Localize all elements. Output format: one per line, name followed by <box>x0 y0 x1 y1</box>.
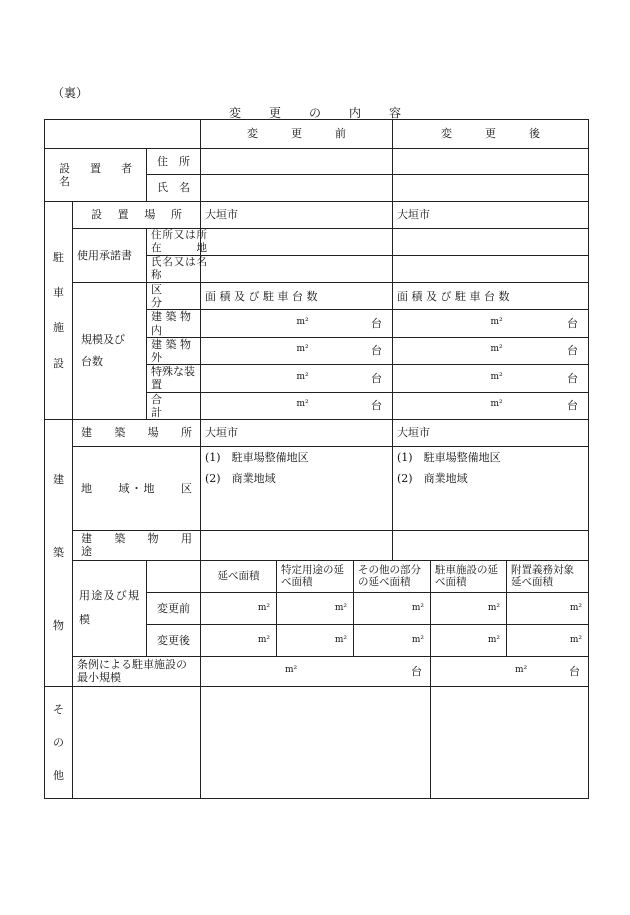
area-header-before: 面 積 及 び 駐 車 台 数 <box>201 283 393 310</box>
inside-before[interactable]: m² 台 <box>201 310 393 337</box>
row-before-label: 変更前 <box>147 592 201 624</box>
before-specific-area[interactable]: m² <box>277 592 354 624</box>
zone-before[interactable]: (1) 駐車場整備地区 (2) 商業地域 <box>201 446 393 530</box>
row-special-label: 特殊な装置 <box>147 365 201 392</box>
setter-label: 設 置 者 名 <box>45 149 147 202</box>
building-use-before[interactable] <box>201 530 393 560</box>
setter-address-after[interactable] <box>393 149 589 175</box>
building-use-after[interactable] <box>393 530 589 560</box>
before-total-area[interactable]: m² <box>201 592 277 624</box>
parking-place-after[interactable]: 大垣市 <box>393 202 589 229</box>
building-section-label: 建 築 物 <box>45 419 73 686</box>
col-specific-use-area: 特定用途の延べ面積 <box>277 560 354 592</box>
kubun-label: 区 分 <box>147 283 201 310</box>
setter-name-label: 氏 名 <box>147 175 201 202</box>
min-scale-after[interactable]: m² 台 <box>431 656 589 686</box>
building-use-label: 建 築 物 用 途 <box>73 530 201 560</box>
total-before[interactable]: m² 台 <box>201 392 393 419</box>
after-parking-area[interactable]: m² <box>431 624 507 656</box>
before-required-area[interactable]: m² <box>507 592 589 624</box>
min-scale-before[interactable]: m² 台 <box>201 656 431 686</box>
col-parking-area: 駐車施設の延べ面積 <box>431 560 507 592</box>
form-title: 変更の内容 <box>228 106 429 120</box>
inside-after[interactable]: m² 台 <box>393 310 589 337</box>
special-after[interactable]: m² 台 <box>393 365 589 392</box>
setter-address-before[interactable] <box>201 149 393 175</box>
after-other-area[interactable]: m² <box>354 624 431 656</box>
row-outside-label: 建 築 物 外 <box>147 337 201 364</box>
consent-name-after[interactable] <box>393 256 589 283</box>
building-place-label: 建 築 場 所 <box>73 419 201 446</box>
row-after-label: 変更後 <box>147 624 201 656</box>
usage-scale-label: 用途及び規 模 <box>73 560 147 656</box>
consent-address-label: 住所又は所在地 <box>147 229 201 256</box>
col-total-area: 延べ面積 <box>201 560 277 592</box>
other-section-label: そ の 他 <box>45 686 73 798</box>
before-other-area[interactable]: m² <box>354 592 431 624</box>
usage-corner <box>147 560 201 592</box>
row-inside-label: 建 築 物 内 <box>147 310 201 337</box>
change-details-table <box>44 119 589 799</box>
building-place-after[interactable]: 大垣市 <box>393 419 589 446</box>
after-required-area[interactable]: m² <box>507 624 589 656</box>
reverse-side-label: （裏） <box>52 86 89 100</box>
setter-name-after[interactable] <box>393 175 589 202</box>
outside-after[interactable]: m² 台 <box>393 337 589 364</box>
total-after[interactable]: m² 台 <box>393 392 589 419</box>
scale-label: 規模及び台数 <box>73 283 147 420</box>
special-before[interactable]: m² 台 <box>201 365 393 392</box>
col-other-area: その他の部分の延べ面積 <box>354 560 431 592</box>
after-specific-area[interactable]: m² <box>277 624 354 656</box>
other-after[interactable] <box>431 686 589 798</box>
parking-section-label: 駐 車 施 設 <box>45 202 73 420</box>
consent-label: 使用承諾書 <box>73 229 147 283</box>
other-label-cell <box>73 686 201 798</box>
consent-name-label: 氏名又は名称 <box>147 256 201 283</box>
min-scale-label: 条例による駐車施設の最小規模 <box>73 656 201 686</box>
consent-name-before[interactable] <box>201 256 393 283</box>
setter-name-before[interactable] <box>201 175 393 202</box>
setter-address-label: 住 所 <box>147 149 201 175</box>
col-required-area: 附置義務対象延べ面積 <box>507 560 589 592</box>
before-parking-area[interactable]: m² <box>431 592 507 624</box>
parking-place-label: 設 置 場 所 <box>73 202 201 229</box>
building-place-before[interactable]: 大垣市 <box>201 419 393 446</box>
area-header-after: 面 積 及 び 駐 車 台 数 <box>393 283 589 310</box>
after-total-area[interactable]: m² <box>201 624 277 656</box>
parking-place-before[interactable]: 大垣市 <box>201 202 393 229</box>
zone-label: 地 域・地 区 <box>73 446 201 530</box>
after-column-header: 変 更 後 <box>393 120 589 149</box>
before-column-header: 変 更 前 <box>201 120 393 149</box>
consent-address-after[interactable] <box>393 229 589 256</box>
outside-before[interactable]: m² 台 <box>201 337 393 364</box>
zone-after[interactable]: (1) 駐車場整備地区 (2) 商業地域 <box>393 446 589 530</box>
other-before[interactable] <box>201 686 431 798</box>
blank-header <box>45 120 201 149</box>
consent-address-before[interactable] <box>201 229 393 256</box>
row-total-label: 合 計 <box>147 392 201 419</box>
